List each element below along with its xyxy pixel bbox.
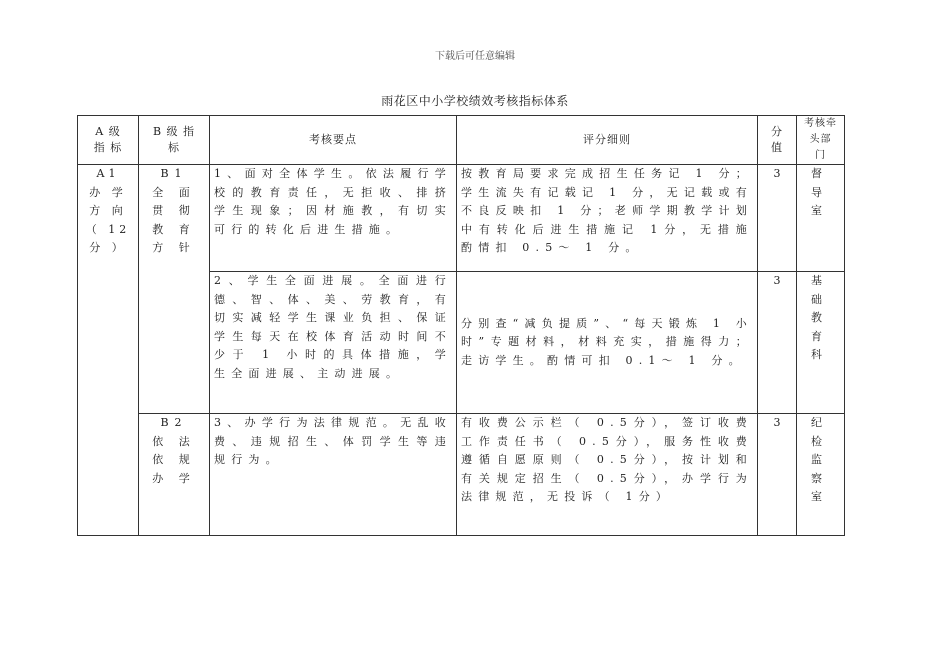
table-row: [78, 165, 845, 272]
assessment-point-2: 2、学生全面进展。全面进行德、智、体、美、劳教育，有切实减轻学生课业负担、保证学生每天在校体育活动时间不少于 1 小时的具体措施，学生全面进展、主动进展。: [210, 272, 457, 414]
header-assessment-points: 考核要点: [210, 116, 457, 165]
table-header-row: [78, 116, 845, 165]
score-value-1: 3: [758, 165, 797, 272]
header-a-level: A 级 指 标: [78, 116, 139, 165]
assessment-point-3: 3、办学行为法律规范。无乱收费、违规招生、体罚学生等违规行为。: [210, 414, 457, 536]
scoring-rule-2: 分别查“减负提质”、“每天锻炼 1 小时”专题材料，材料充实，措施得力；走访学生。酌情可扣 0.1～ 1 分。: [457, 272, 758, 414]
indicator-table: [77, 115, 845, 536]
header-scoring-rules: 评分细则: [457, 116, 758, 165]
a-indicator-cell: A1 办 学 方 向 （ 12 分 ）: [78, 165, 139, 536]
lead-department-1: 督 导 室: [797, 165, 845, 272]
score-value-3: 3: [758, 414, 797, 536]
table-row: [78, 414, 845, 536]
header-score: 分 值: [758, 116, 797, 165]
header-lead-department: 考核牵头部 门: [797, 116, 845, 165]
scoring-rule-3: 有收费公示栏（ 0.5分），签订收费工作责任书（ 0.5分），服务性收费遵循自愿原则（ 0.5分），按计划和有关规定招生（ 0.5分），办学行为法律规范，无投诉（ 1分）: [457, 414, 758, 536]
document-title: 雨花区中小学校绩效考核指标体系: [381, 94, 569, 108]
score-value-2: 3: [758, 272, 797, 414]
lead-department-3: 纪 检 监 察 室: [797, 414, 845, 536]
b1-indicator-cell: B1 全 面 贯 彻 教 育 方 针: [139, 165, 210, 414]
b2-indicator-cell: B2 依 法 依 规 办 学: [139, 414, 210, 536]
header-b-level: B 级 指 标: [139, 116, 210, 165]
scoring-rule-1: 按教育局要求完成招生任务记 1 分；学生流失有记载记 1 分，无记载或有不良反映扣 1 分；老师学期教学计划中有转化后进生措施记 1分，无措施酌情扣 0.5～ 1 分。: [457, 165, 758, 272]
watermark-text: 下载后可任意编辑: [435, 51, 515, 62]
assessment-point-1: 1、面对全体学生。依法履行学校的教育责任，无拒收、排挤学生现象；因材施教，有切实可行的转化后进生措施。: [210, 165, 457, 272]
lead-department-2: 基 础 教 育 科: [797, 272, 845, 414]
